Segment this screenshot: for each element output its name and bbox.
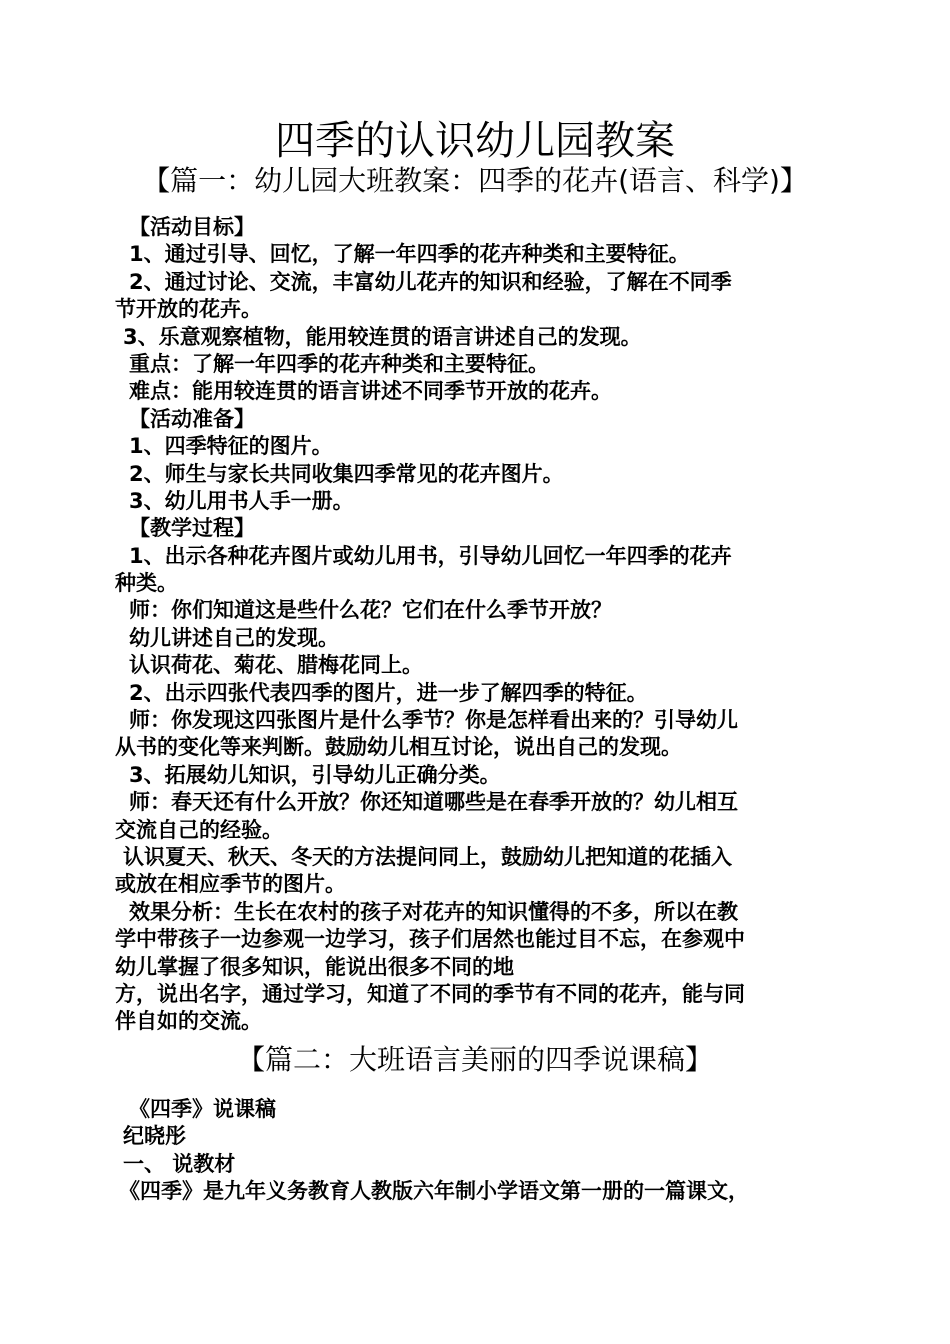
section-body-2 [115,1096,835,1206]
text-line: 【活动目标】 [129,215,255,239]
text-line: 1、四季特征的图片。 [129,434,333,459]
document-title: 四季的认识幼儿园教案 [275,118,675,164]
text-line: 伴自如的交流。 [115,1009,262,1034]
section-body-1 [115,214,835,1036]
text-line: 1、通过引导、回忆，了解一年四季的花卉种类和主要特征。 [129,242,690,267]
text-line: 认识夏天、秋天、冬天的方法提问同上，鼓励幼儿把知道的花插入 [123,844,732,869]
text-line: 学中带孩子一边参观一边学习，孩子们居然也能过目不忘，在参观中 [115,927,745,952]
text-line: 2、出示四张代表四季的图片，进一步了解四季的特征。 [129,680,648,705]
text-line: 重点：了解一年四季的花卉种类和主要特征。 [129,351,549,376]
text-line: 《四季》是九年义务教育人教版六年制小学语文第一册的一篇课文， [119,1179,749,1204]
text-line: 1、出示各种花卉图片或幼儿用书，引导幼儿回忆一年四季的花卉 [129,543,732,568]
text-line: 幼儿掌握了很多知识，能说出很多不同的地 [115,954,514,979]
text-line: 效果分析：生长在农村的孩子对花卉的知识懂得的不多，所以在教 [129,899,738,924]
text-line: 从书的变化等来判断。鼓励幼儿相互讨论，说出自己的发现。 [115,735,682,760]
section-heading-2: 【篇二：大班语言美丽的四季说课稿】 [236,1043,713,1076]
text-line: 交流自己的经验。 [115,817,283,842]
text-line: 2、师生与家长共同收集四季常见的花卉图片。 [129,461,564,486]
text-line: 纪晓彤 [123,1124,186,1149]
text-line: 2、通过讨论、交流，丰富幼儿花卉的知识和经验，了解在不同季 [129,269,732,294]
text-line: 或放在相应季节的图片。 [115,872,346,897]
text-line: 师：春天还有什么开放？你还知道哪些是在春季开放的？幼儿相互 [129,790,738,815]
text-line: 认识荷花、菊花、腊梅花同上。 [129,653,423,678]
text-line: 幼儿讲述自己的发现。 [129,625,339,650]
text-line: 3、幼儿用书人手一册。 [129,488,354,513]
section-heading-1: 【篇一：幼儿园大班教案：四季的花卉(语言、科学)】 [142,164,808,197]
text-line: 师：你们知道这是些什么花？它们在什么季节开放？ [129,598,612,623]
text-line: 【教学过程】 [129,516,255,541]
text-line: 种类。 [115,571,178,596]
text-line: 难点：能用较连贯的语言讲述不同季节开放的花卉。 [129,379,612,404]
text-line: 3、乐意观察植物，能用较连贯的语言讲述自己的发现。 [123,324,642,349]
text-line: 方，说出名字，通过学习，知道了不同的季节有不同的花卉，能与同 [115,981,745,1006]
text-line: 【活动准备】 [129,406,255,431]
text-line: 节开放的花卉。 [115,297,262,322]
text-line: 3、拓展幼儿知识，引导幼儿正确分类。 [129,762,501,787]
text-line: 师：你发现这四张图片是什么季节？你是怎样看出来的？引导幼儿 [129,708,738,733]
text-line: 《四季》说课稿 [129,1097,276,1121]
text-line: 一、 说教材 [123,1151,236,1176]
